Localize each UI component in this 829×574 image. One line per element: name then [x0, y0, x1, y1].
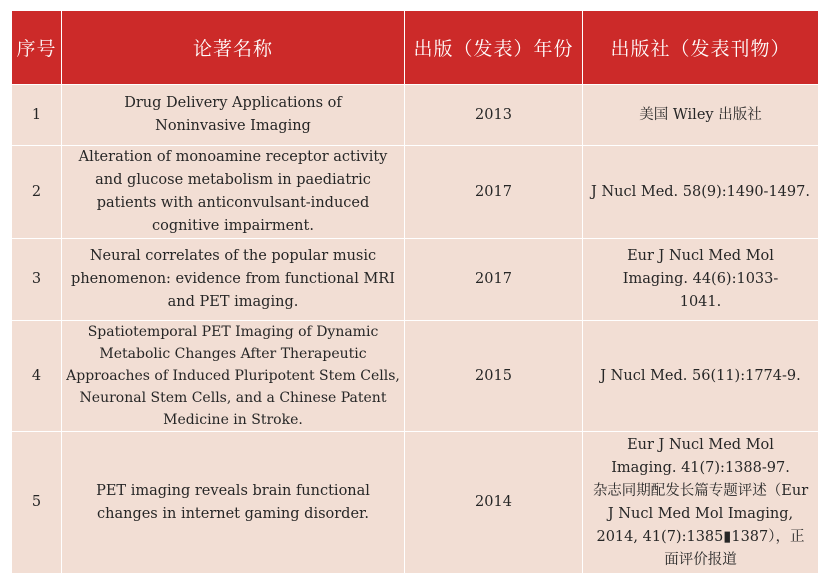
- cell-publisher: [583, 432, 818, 574]
- table-row: [12, 321, 818, 432]
- cell-title: PET imaging reveals brain functional changes in internet gaming disorder.: [62, 432, 405, 574]
- header-year: 出版（发表）年份: [405, 11, 583, 85]
- table-row: [12, 85, 818, 146]
- header-publisher: 出版社（发表刊物）: [583, 11, 818, 85]
- publisher-line: Eur J Nucl Med Mol Imaging. 41(7):1388-97.: [611, 436, 790, 476]
- works-table: [12, 11, 818, 574]
- header-row: [12, 11, 818, 85]
- cell-title: Neural correlates of the popular music phenomenon: evidence from functional MRI and PET imaging.: [62, 239, 405, 321]
- cell-publisher: [583, 239, 818, 321]
- table-row: [12, 432, 818, 574]
- cell-no: 2: [12, 146, 62, 239]
- cell-title: Drug Delivery Applications of Noninvasive Imaging: [62, 85, 405, 146]
- cell-no: 1: [12, 85, 62, 146]
- cell-title: Alteration of monoamine receptor activity and glucose metabolism in paediatric patients with anticonvulsant-induced cognitive impairment.: [62, 146, 405, 239]
- cell-title: Spatiotemporal PET Imaging of Dynamic Metabolic Changes After Therapeutic Approaches of Induced Pluripotent Stem Cells, Neuronal Stem Cells, and a Chinese Patent Medicine in Stroke.: [62, 321, 405, 432]
- publisher-line: J Nucl Med. 56(11):1774-9.: [600, 367, 801, 384]
- table-row: [12, 239, 818, 321]
- cell-publisher: [583, 85, 818, 146]
- cell-no: 3: [12, 239, 62, 321]
- cell-publisher: [583, 146, 818, 239]
- publisher-line: J Nucl Med. 58(9):1490-1497.: [591, 183, 810, 200]
- publisher-line: 美国 Wiley 出版社: [639, 106, 762, 123]
- cell-no: 5: [12, 432, 62, 574]
- cell-year: 2013: [405, 85, 583, 146]
- cell-year: 2017: [405, 146, 583, 239]
- header-title: 论著名称: [62, 11, 405, 85]
- cell-year: 2017: [405, 239, 583, 321]
- table-row: [12, 146, 818, 239]
- cell-no: 4: [12, 321, 62, 432]
- publisher-line: Eur J Nucl Med Mol Imaging. 44(6):1033-1041.: [622, 248, 779, 310]
- header-no: 序号: [12, 11, 62, 85]
- cell-year: 2015: [405, 321, 583, 432]
- cell-publisher: [583, 321, 818, 432]
- publisher-line: 杂志同期配发长篇专题评述（Eur J Nucl Med Mol Imaging, 2014, 41(7):1385▮1387），正面评价报道: [592, 482, 809, 568]
- cell-year: 2014: [405, 432, 583, 574]
